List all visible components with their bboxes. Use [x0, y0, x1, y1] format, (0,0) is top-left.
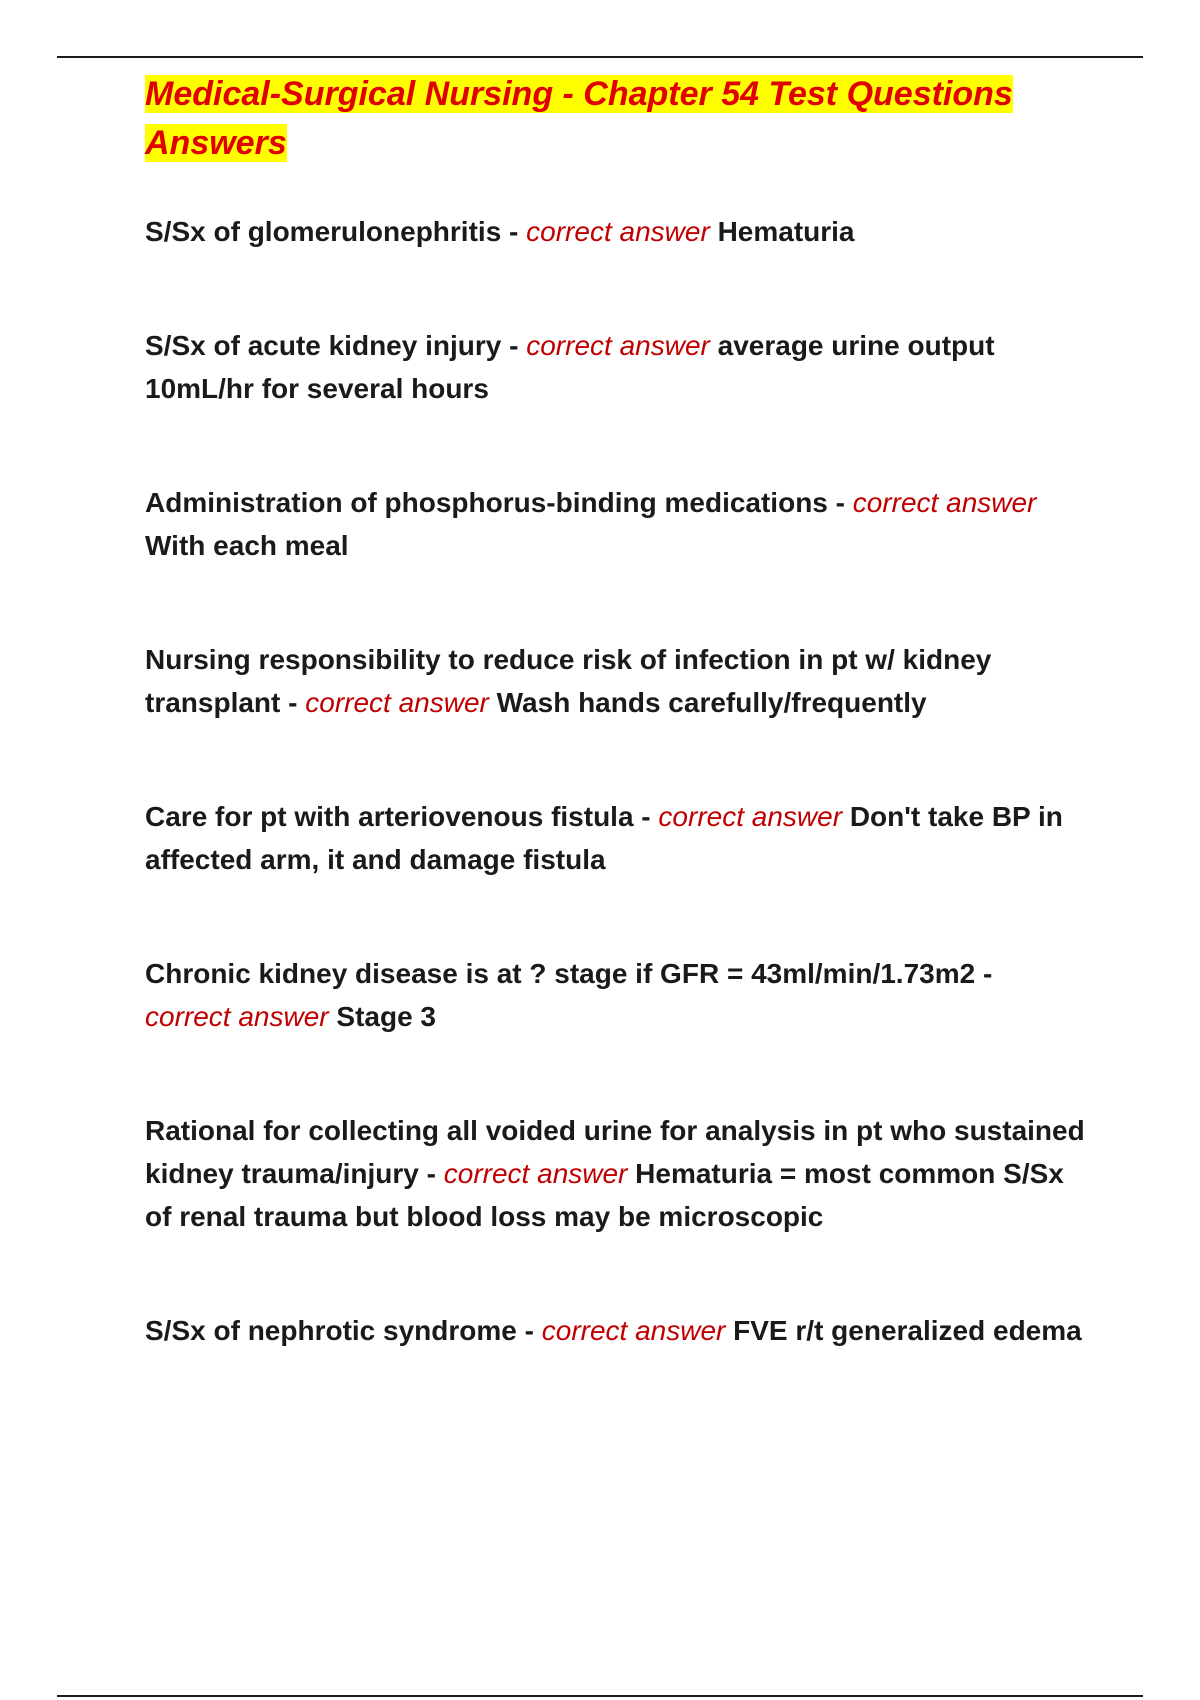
correct-answer-label: correct answer	[526, 216, 710, 247]
document-title	[145, 70, 1085, 168]
question-text: S/Sx of acute kidney injury	[145, 330, 502, 361]
qa-item	[145, 795, 1085, 881]
separator: -	[418, 1158, 444, 1189]
answer-text: Wash hands carefully/frequently	[496, 687, 927, 718]
question-text: Administration of phosphorus-binding medications	[145, 487, 828, 518]
qa-item	[145, 1309, 1085, 1352]
qa-item	[145, 952, 1085, 1038]
separator: -	[633, 801, 659, 832]
qa-item	[145, 481, 1085, 567]
correct-answer-label: correct answer	[541, 1315, 726, 1346]
correct-answer-label: correct answer	[305, 687, 489, 718]
correct-answer-label: correct answer	[852, 487, 1037, 518]
correct-answer-label: correct answer	[658, 801, 843, 832]
question-text: S/Sx of glomerulonephritis	[145, 216, 502, 247]
question-text: Care for pt with arteriovenous fistula	[145, 801, 634, 832]
qa-item	[145, 324, 1085, 410]
top-rule	[57, 56, 1143, 58]
question-text: S/Sx of nephrotic syndrome	[145, 1315, 517, 1346]
title-highlight: Medical-Surgical Nursing - Chapter 54 Test Questions Answers	[145, 75, 1013, 162]
answer-text: average urine output 10mL/hr for several hours	[145, 330, 995, 404]
question-text: Chronic kidney disease is at ? stage if GFR = 43ml/min/1.73m2	[145, 958, 976, 989]
qa-item	[145, 210, 1085, 253]
correct-answer-label: correct answer	[526, 330, 710, 361]
document-body	[145, 70, 1085, 1423]
qa-item	[145, 638, 1085, 724]
separator: -	[975, 958, 993, 989]
separator: -	[501, 216, 527, 247]
bottom-rule	[57, 1695, 1143, 1697]
answer-text: With each meal	[145, 530, 349, 561]
answer-text: Hematuria = most common S/Sx of renal trauma but blood loss may be microscopic	[145, 1158, 1064, 1232]
answer-text: Stage 3	[336, 1001, 437, 1032]
question-text: Nursing responsibility to reduce risk of infection in pt w/ kidney transplant	[145, 644, 992, 718]
answer-text: Hematuria	[717, 216, 855, 247]
correct-answer-label: correct answer	[443, 1158, 628, 1189]
separator: -	[501, 330, 527, 361]
question-text: Rational for collecting all voided urine for analysis in pt who sustained kidney trauma/injury	[145, 1115, 1085, 1189]
separator: -	[827, 487, 853, 518]
separator: -	[516, 1315, 542, 1346]
correct-answer-label: correct answer	[145, 1001, 329, 1032]
qa-list	[145, 210, 1085, 1352]
answer-text: FVE r/t generalized edema	[733, 1315, 1082, 1346]
answer-text: Don't take BP in affected arm, it and damage fistula	[145, 801, 1063, 875]
separator: -	[280, 687, 306, 718]
qa-item	[145, 1109, 1085, 1238]
